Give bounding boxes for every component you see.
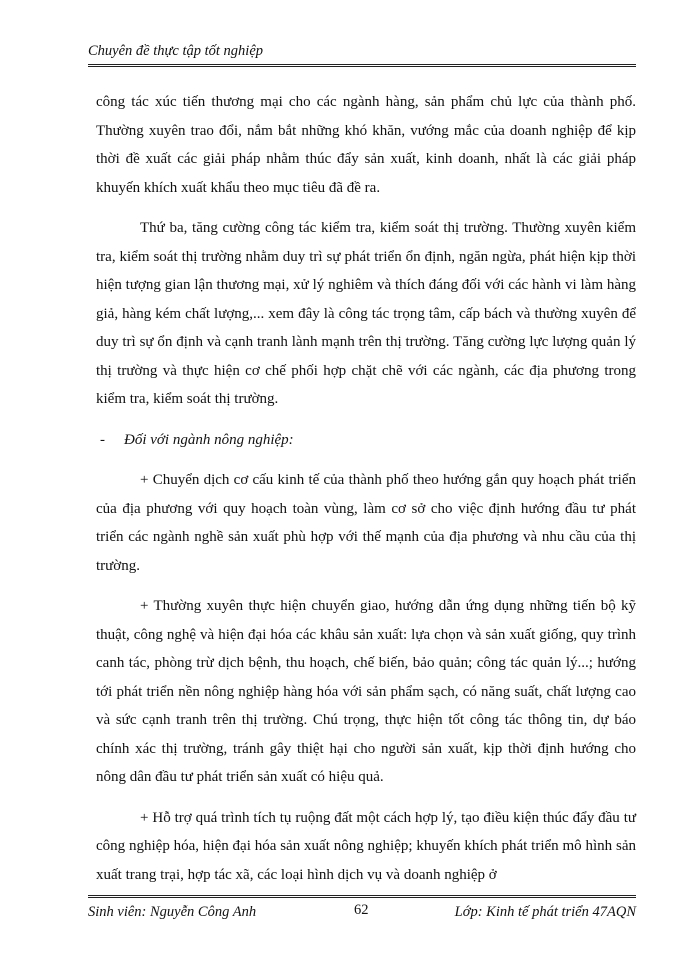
footer-page-number: 62 <box>354 902 369 918</box>
paragraph-1: công tác xúc tiến thương mại cho các ngành hàng, sản phẩm chủ lực của thành phố. Thường xuyên trao đổi, nắm bắt những khó khăn, vướng mắc của doanh nghiệp để kịp thời đề xuất các giải pháp nhằm thúc đẩy sản xuất, kinh doanh, nhất là các giải pháp khuyến khích xuất khẩu theo mục tiêu đã đề ra. <box>96 94 636 196</box>
footer-student: Sinh viên: Nguyễn Công Anh <box>88 904 257 920</box>
paragraph-5: + Hỗ trợ quá trình tích tụ ruộng đất một cách hợp lý, tạo điều kiện thúc đẩy đầu tư công nghiệp hóa, hiện đại hóa sản xuất nông nghiệp; khuyến khích phát triển mô hình sản xuất trang trại, hợp tác xã, các loại hình dịch vụ và doanh nghiệp ở <box>96 809 636 883</box>
paragraph-3: + Chuyển dịch cơ cấu kinh tế của thành phố theo hướng gắn quy hoạch phát triển của địa phương với quy hoạch toàn vùng, làm cơ sở cho việc định hướng đầu tư phát triển các ngành nghề sản xuất phù hợp với thế mạnh của địa phương và nhu cầu của thị trường. <box>96 472 636 574</box>
bullet-dash: - <box>100 431 105 448</box>
bullet-heading <box>100 426 636 455</box>
paragraph-2: Thứ ba, tăng cường công tác kiểm tra, kiểm soát thị trường. Thường xuyên kiểm tra, kiểm soát thị trường nhằm duy trì sự phát triển ổn định, ngăn ngừa, phát hiện kịp thời hiện tượng gian lận thương mại, xử lý nghiêm và thích đáng đối với các hành vi làm hàng giả, hàng kém chất lượng,... xem đây là công tác trọng tâm, cấp bách và thường xuyên để duy trì sự ổn định và cạnh tranh lành mạnh trên thị trường. Tăng cường lực lượng quản lý thị trường và thực hiện cơ chế phối hợp chặt chẽ với các ngành, các địa phương trong kiểm tra, kiểm soát thị trường. <box>96 220 636 407</box>
bullet-heading-text: Đối với ngành nông nghiệp: <box>124 431 294 448</box>
page-footer <box>88 895 636 922</box>
paragraph-4: + Thường xuyên thực hiện chuyển giao, hướng dẫn ứng dụng những tiến bộ kỹ thuật, công nghệ và hiện đại hóa các khâu sản xuất: lựa chọn và sản xuất giống, quy trình canh tác, phòng trừ dịch bệnh, thu hoạch, chế biến, bảo quản; công tác quản lý...; hướng tới phát triển nền nông nghiệp hàng hóa với sản phẩm sạch, có năng suất, chất lượng cao và sức cạnh tranh trên thị trường. Chú trọng, thực hiện tốt công tác thông tin, dự báo chính xác thị trường, tránh gây thiệt hại cho người sản xuất, kịp thời định hướng cho nông dân đầu tư phát triển sản xuất có hiệu quả. <box>96 598 636 785</box>
footer-class: Lớp: Kinh tế phát triển 47AQN <box>454 904 636 920</box>
document-body <box>96 88 636 889</box>
page-header <box>88 42 636 67</box>
header-title: Chuyên đề thực tập tốt nghiệp <box>88 43 264 59</box>
